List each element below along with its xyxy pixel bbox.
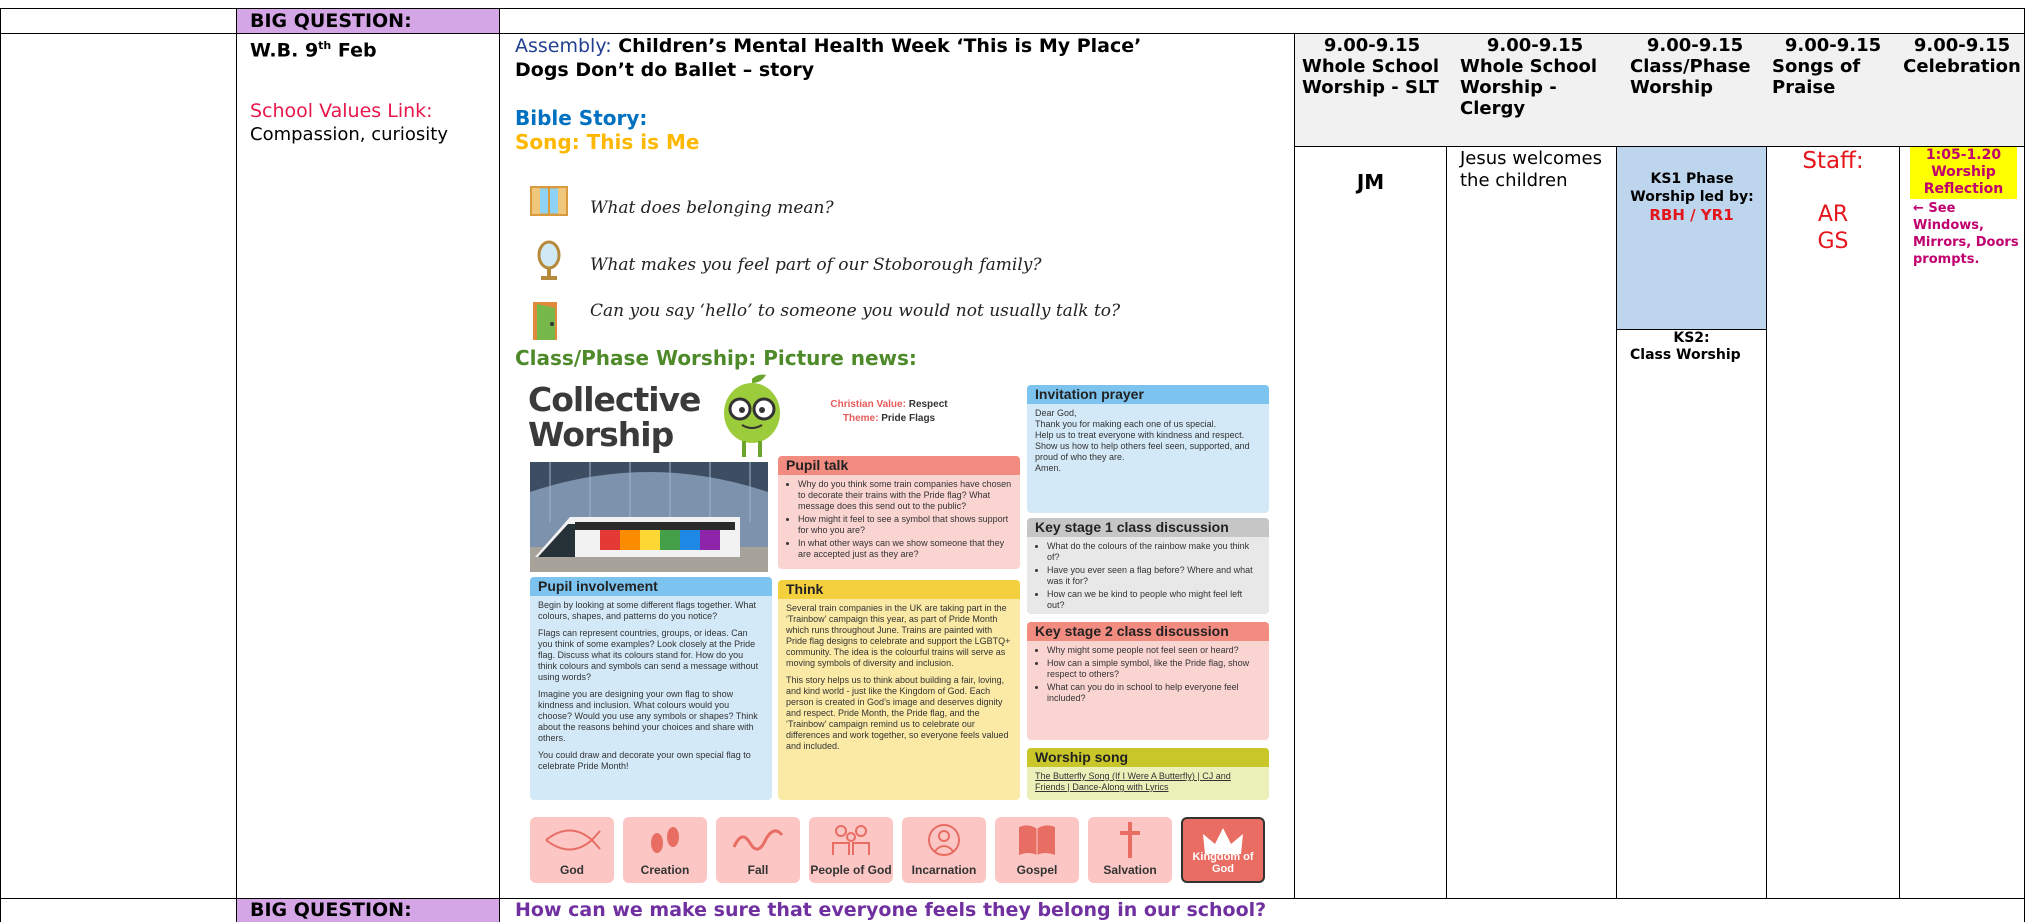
window-icon <box>530 186 568 216</box>
column-header-celebration <box>1903 35 2021 77</box>
column-header-slt <box>1302 35 1442 98</box>
ks2-item: • Why might some people not feel seen or heard? <box>1047 645 1261 656</box>
pupil-involvement-para: Imagine you are designing your own flag to show kindness and inclusion. What colours would you choose? Would you use any symbols or shapes? Think about the reasons behind your choices and share with others. <box>538 689 758 743</box>
theme-label: Theme: <box>842 413 879 424</box>
celebration-title: Worship Reflection <box>1923 164 2004 197</box>
class-phase-heading: Class/Phase Worship: Picture news: <box>515 346 917 370</box>
invitation-prayer-box <box>1027 385 1269 513</box>
school-values: Compassion, curiosity <box>250 124 448 145</box>
week-label <box>250 34 377 62</box>
column-time: 9.00-9.15 <box>1784 35 1882 56</box>
celebration-time: 1:05-1.20 <box>1925 147 2002 163</box>
concept-tile-fall <box>716 817 800 883</box>
ks2-label: KS2: <box>1673 330 1710 346</box>
staff-name: GS <box>1817 229 1849 254</box>
footer-big-question-label: BIG QUESTION: <box>250 899 412 921</box>
prompt-3: Can you say ‘hello’ to someone you would not usually talk to? <box>590 301 1121 321</box>
column-header-clergy <box>1460 35 1610 119</box>
incarnation-icon <box>902 823 986 857</box>
week-label-end: Feb <box>331 39 377 62</box>
assembly-label: Assembly: <box>515 35 612 57</box>
cross-icon <box>1088 823 1172 857</box>
assembly-heading <box>515 34 1141 58</box>
poster-title-line2: Worship <box>528 415 674 454</box>
think-para: Several train companies in the UK are taking part in the ‘Trainbow’ campaign this year, as part of Pride Month which runs throughout June. Trains are painted with Pride flag designs to celebrate and support the LGBTQ+ community. The idea is the colourful trains will serve as moving symbols of diversity and inclusion. <box>786 603 1011 668</box>
concept-tile-incarnation <box>902 817 986 883</box>
ks1-item: • Have you ever seen a flag before? Where and what was it for? <box>1047 565 1261 587</box>
concept-tile-salvation <box>1088 817 1172 883</box>
worship-song-title: Worship song <box>1027 748 1269 767</box>
prayer-line: Help us to treat everyone with kindness and respect. <box>1035 430 1245 440</box>
ks1-item: • What do the colours of the rainbow make you think of? <box>1047 541 1261 563</box>
invitation-prayer-title: Invitation prayer <box>1027 385 1269 404</box>
concept-label: Gospel <box>1016 863 1058 877</box>
ks2-text: Class Worship <box>1630 347 1741 363</box>
footprints-icon <box>623 823 707 857</box>
worship-song-box <box>1027 748 1269 800</box>
pupil-involvement-para: Flags can represent countries, groups, or ideas. Can you think of some examples? Look closely at the Pride flag. Discuss what its colours stand for. How do you think colours and symbols can send a message without using words? <box>538 628 759 682</box>
school-values-link-label: School Values Link: <box>250 100 433 122</box>
prayer-line: Show us how to help others feel seen, supported, and proud of who they are. <box>1035 441 1250 462</box>
concept-label: People of God <box>810 863 892 877</box>
apple-mascot-icon <box>712 373 792 459</box>
fish-icon <box>530 823 614 857</box>
ks2-item: • How can a simple symbol, like the Pride flag, show respect to others? <box>1047 658 1261 680</box>
staff-label: Staff: <box>1802 148 1864 174</box>
assembly-story: Dogs Don’t do Ballet – story <box>515 59 815 81</box>
ks1-phase-text: KS1 Phase Worship led by: <box>1630 171 1754 205</box>
concept-tile-god <box>530 817 614 883</box>
prayer-line: Thank you for making each one of us special. <box>1035 419 1217 429</box>
think-box <box>778 580 1020 800</box>
column-title: Whole School Worship - SLT <box>1302 56 1440 98</box>
song-title: Song: This is Me <box>515 130 700 154</box>
column-title: Celebration <box>1903 56 2021 77</box>
pupil-talk-item: • In what other ways can we show someone that they are accepted just as they are? <box>798 538 1012 560</box>
people-icon <box>809 823 893 857</box>
concept-label: Incarnation <box>911 863 977 877</box>
concept-label: Creation <box>640 863 690 877</box>
prayer-line: Dear God, <box>1035 408 1077 418</box>
pupil-talk-title: Pupil talk <box>778 456 1020 475</box>
column-time: 9.00-9.15 <box>1913 35 2011 56</box>
concept-label: Kingdom of God <box>1192 851 1254 875</box>
ks1-discussion-title: Key stage 1 class discussion <box>1027 518 1269 537</box>
bible-story-label: Bible Story: <box>515 106 648 130</box>
christian-value-text: Respect <box>905 399 948 410</box>
week-label-text: W.B. 9 <box>250 39 319 62</box>
column-time: 9.00-9.15 <box>1323 35 1421 56</box>
pupil-talk-box <box>778 456 1020 569</box>
column-header-songs-of-praise <box>1772 35 1894 98</box>
snake-icon <box>716 823 800 857</box>
concept-tile-creation <box>623 817 707 883</box>
pupil-involvement-para: You could draw and decorate your own special flag to celebrate Pride Month! <box>538 750 751 771</box>
slt-staff: JM <box>1356 170 1385 194</box>
ks2-discussion-box <box>1027 622 1269 740</box>
worship-song-link[interactable]: The Butterfly Song (If I Were A Butterfly) | CJ and Friends | Dance-Along with Lyrics <box>1035 771 1231 792</box>
ks2-item: • What can you do in school to help everyone feel included? <box>1047 682 1261 704</box>
christian-value <box>800 399 978 410</box>
pupil-talk-item: • How might it feel to see a symbol that shows support for who you are? <box>798 514 1012 536</box>
door-icon <box>531 300 561 342</box>
column-title: Class/Phase Worship <box>1630 56 1751 98</box>
pupil-involvement-para: Begin by looking at some different flags together. What colours, shapes, and patterns do you notice? <box>538 600 756 621</box>
week-label-sup: th <box>318 39 332 52</box>
ks1-item: • How can we be kind to people who might feel left out? <box>1047 589 1261 611</box>
poster-theme <box>800 413 978 424</box>
column-header-class-phase <box>1630 35 1760 98</box>
bible-icon <box>995 823 1079 857</box>
column-time: 9.00-9.15 <box>1486 35 1584 56</box>
concept-label: God <box>560 863 584 877</box>
pupil-involvement-box <box>530 577 772 800</box>
celebration-note: ← See Windows, Mirrors, Doors prompts. <box>1913 201 2019 267</box>
big-question-label: BIG QUESTION: <box>250 10 412 32</box>
column-time: 9.00-9.15 <box>1646 35 1744 56</box>
clergy-text: Jesus welcomes the children <box>1460 148 1602 191</box>
column-title: Whole School Worship - Clergy <box>1460 56 1598 119</box>
poster-title <box>528 382 700 452</box>
christian-value-label: Christian Value: <box>830 399 906 410</box>
ks1-phase-leaders: RBH / YR1 <box>1649 206 1734 224</box>
concept-tile-gospel <box>995 817 1079 883</box>
concept-label: Fall <box>747 863 769 877</box>
assembly-title: Children’s Mental Health Week ‘This is My Place’ <box>611 35 1142 57</box>
pupil-involvement-title: Pupil involvement <box>530 577 772 596</box>
train-photo <box>530 462 768 572</box>
footer-big-question: How can we make sure that everyone feels they belong in our school? <box>515 899 1267 921</box>
theme-text: Pride Flags <box>878 413 936 424</box>
think-title: Think <box>778 580 1020 599</box>
prompt-1: What does belonging mean? <box>590 198 834 218</box>
ks2-discussion-title: Key stage 2 class discussion <box>1027 622 1269 641</box>
think-para: This story helps us to think about building a fair, loving, and kind world - just like the Kingdom of God. Each person is created in God’s image and deserves dignity and respect. Pride Month, the Pride flag, and the ‘Trainbow’ campaign remind us to celebrate our differences and work together, so everyone feels valued and included. <box>786 675 1009 751</box>
concept-tile-people-of-god <box>809 817 893 883</box>
concept-label: Salvation <box>1103 863 1157 877</box>
ks1-discussion-box <box>1027 518 1269 614</box>
prompt-2: What makes you feel part of our Stoborough family? <box>590 255 1042 275</box>
pupil-talk-item: • Why do you think some train companies have chosen to decorate their trains with the Pride flag? What message does this send out to the public? <box>798 479 1012 512</box>
poster-title-line1: Collective <box>528 380 701 419</box>
prayer-line: Amen. <box>1035 463 1062 473</box>
mirror-icon <box>535 240 563 282</box>
column-title: Songs of Praise <box>1772 56 1861 98</box>
concept-tile-kingdom-of-god <box>1181 817 1265 883</box>
staff-name: AR <box>1817 202 1849 227</box>
